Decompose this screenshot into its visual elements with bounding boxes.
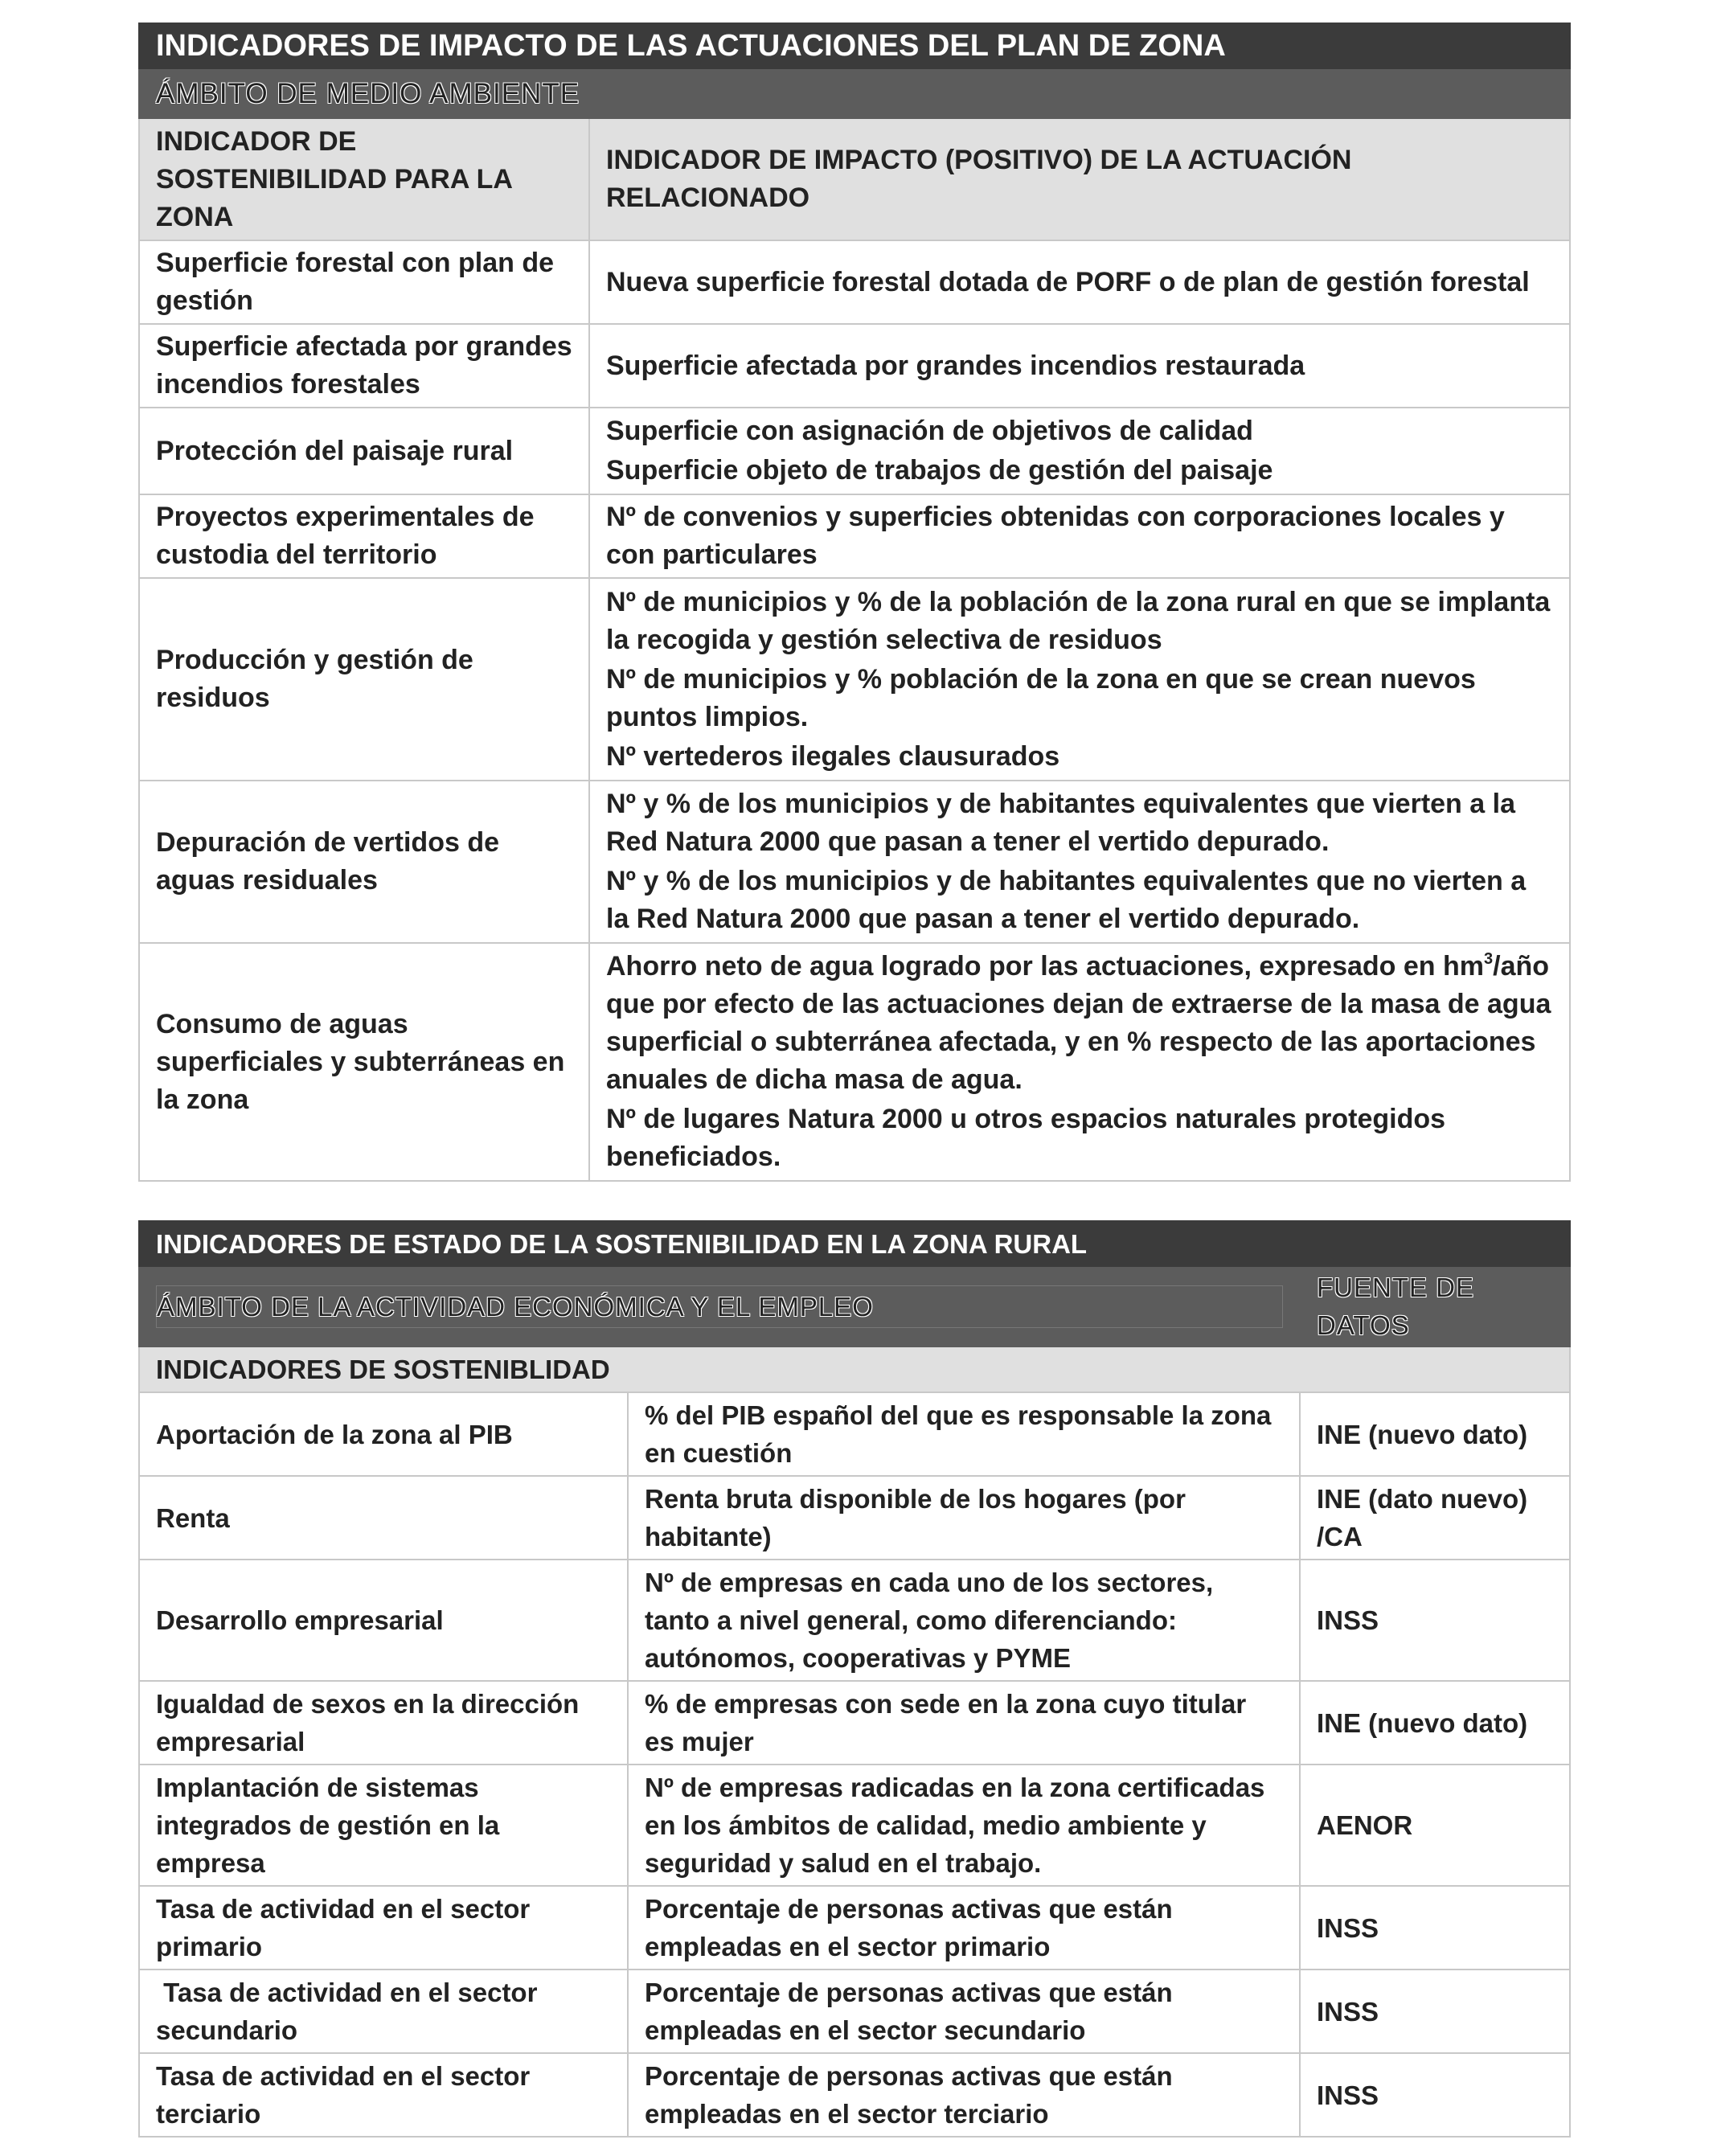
indicator-cell: Protección del paisaje rural	[139, 408, 589, 494]
indicator-cell: Tasa de actividad en el sector terciario	[139, 2053, 628, 2137]
impact-cell	[589, 781, 1570, 943]
table-row	[139, 2053, 1570, 2137]
indicator-cell: Consumo de aguas superficiales y subterráneas en la zona	[139, 943, 589, 1181]
table-row	[139, 578, 1570, 781]
source-cell: INSS	[1300, 1886, 1570, 1970]
description-cell: Nº de empresas en cada uno de los sectores, tanto a nivel general, como diferenciando: autónomos, cooperativas y PYME	[628, 1560, 1300, 1681]
source-cell: AENOR	[1300, 1765, 1570, 1886]
sustainability-status-table	[138, 1220, 1571, 2138]
table-title-row	[139, 1221, 1570, 1266]
table-row	[139, 1560, 1570, 1681]
source-cell: INE (nuevo dato)	[1300, 1392, 1570, 1476]
indicator-cell: Renta	[139, 1476, 628, 1560]
indicator-cell: Implantación de sistemas integrados de gestión en la empresa	[139, 1765, 628, 1886]
col1-header: INDICADOR DE SOSTENIBILIDAD PARA LA ZONA	[139, 118, 589, 240]
table-row	[139, 408, 1570, 494]
table-row	[139, 1681, 1570, 1765]
indicator-cell: Desarrollo empresarial	[139, 1560, 628, 1681]
impact-line: Nº de convenios y superficies obtenidas con corporaciones locales y con particulares	[606, 502, 1505, 570]
indicator-cell: Aportación de la zona al PIB	[139, 1392, 628, 1476]
table-row	[139, 1970, 1570, 2053]
impact-table-title: INDICADORES DE IMPACTO DE LAS ACTUACIONES DEL PLAN DE ZONA	[139, 23, 1570, 68]
impact-line: Nº y % de los municipios y de habitantes equivalentes que vierten a la Red Natura 2000 que pasan a tener el vertido depurado.	[606, 789, 1515, 857]
source-cell: INSS	[1300, 2053, 1570, 2137]
description-cell: % de empresas con sede en la zona cuyo titular es mujer	[628, 1681, 1300, 1765]
table-header-row	[139, 118, 1570, 240]
impact-line: Nueva superficie forestal dotada de PORF o de plan de gestión forestal	[606, 266, 1530, 297]
impact-indicators-table	[138, 23, 1571, 1182]
impact-line: Superficie objeto de trabajos de gestión del paisaje	[606, 455, 1273, 486]
impact-line: Nº de municipios y % población de la zona en que se crean nuevos puntos limpios.	[606, 663, 1476, 732]
impact-line: Nº de lugares Natura 2000 u otros espacios naturales protegidos beneficiados.	[606, 1104, 1446, 1172]
indicator-cell: Proyectos experimentales de custodia del territorio	[139, 494, 589, 578]
table-row	[139, 494, 1570, 578]
indicator-cell: Superficie afectada por grandes incendios forestales	[139, 324, 589, 408]
impact-line: Superficie con asignación de objetivos de calidad	[606, 416, 1253, 446]
source-cell: INE (nuevo dato)	[1300, 1681, 1570, 1765]
water-savings-text-cont: /año que por efecto de las actuaciones dejan de extraerse de la masa de agua superficial o subterránea afectada, y en % respecto de las aportaciones anuales de dicha masa de agua.	[606, 951, 1551, 1095]
impact-cell	[589, 578, 1570, 781]
impact-cell	[589, 943, 1570, 1181]
impact-cell	[589, 324, 1570, 408]
status-scope-label: ÁMBITO DE LA ACTIVIDAD ECONÓMICA Y EL EMPLEO	[156, 1285, 1283, 1328]
indicator-cell: Producción y gestión de residuos	[139, 578, 589, 781]
impact-scope-label: ÁMBITO DE MEDIO AMBIENTE	[139, 68, 1570, 118]
description-cell: Porcentaje de personas activas que están empleadas en el sector terciario	[628, 2053, 1300, 2137]
table-row	[139, 324, 1570, 408]
impact-line	[606, 948, 1553, 1099]
description-cell: Renta bruta disponible de los hogares (por habitante)	[628, 1476, 1300, 1560]
indicator-cell: Igualdad de sexos en la dirección empresarial	[139, 1681, 628, 1765]
impact-line: Nº de municipios y % de la población de la zona rural en que se implanta la recogida y gestión selectiva de residuos	[606, 586, 1551, 655]
table-title-row	[139, 23, 1570, 68]
table-row	[139, 1886, 1570, 1970]
status-scope-cell	[139, 1266, 1300, 1346]
table-row	[139, 240, 1570, 324]
table-row	[139, 943, 1570, 1181]
indicator-cell: Tasa de actividad en el sector secundario	[139, 1970, 628, 2053]
source-header: FUENTE DE DATOS	[1300, 1266, 1570, 1346]
description-cell: Nº de empresas radicadas en la zona certificadas en los ámbitos de calidad, medio ambiente y seguridad y salud en el trabajo.	[628, 1765, 1300, 1886]
impact-cell	[589, 494, 1570, 578]
table-row	[139, 1765, 1570, 1886]
source-cell: INSS	[1300, 1970, 1570, 2053]
table-scope-row	[139, 1266, 1570, 1346]
impact-line: Nº vertederos ilegales clausurados	[606, 740, 1060, 772]
impact-line: Nº y % de los municipios y de habitantes equivalentes que no vierten a la Red Natura 2000 que pasan a tener el vertido depurado.	[606, 866, 1527, 934]
description-cell: Porcentaje de personas activas que están empleadas en el sector secundario	[628, 1970, 1300, 2053]
superscript-3: 3	[1484, 950, 1494, 968]
section-header: INDICADORES DE SOSTENIBLIDAD	[139, 1346, 1570, 1392]
table-scope-row	[139, 68, 1570, 118]
source-cell: INSS	[1300, 1560, 1570, 1681]
table-row	[139, 1392, 1570, 1476]
impact-cell	[589, 240, 1570, 324]
water-savings-text: Ahorro neto de agua logrado por las actuaciones, expresado en hm	[606, 951, 1485, 982]
table-row	[139, 1476, 1570, 1560]
table-row	[139, 781, 1570, 943]
impact-line: Superficie afectada por grandes incendios restaurada	[606, 350, 1305, 381]
indicator-cell: Superficie forestal con plan de gestión	[139, 240, 589, 324]
indicator-cell: Depuración de vertidos de aguas residuales	[139, 781, 589, 943]
status-table-title: INDICADORES DE ESTADO DE LA SOSTENIBILIDAD EN LA ZONA RURAL	[139, 1221, 1570, 1266]
description-cell: % del PIB español del que es responsable la zona en cuestión	[628, 1392, 1300, 1476]
impact-cell	[589, 408, 1570, 494]
source-cell: INE (dato nuevo) /CA	[1300, 1476, 1570, 1560]
description-cell: Porcentaje de personas activas que están empleadas en el sector primario	[628, 1886, 1300, 1970]
col2-header: INDICADOR DE IMPACTO (POSITIVO) DE LA ACTUACIÓN RELACIONADO	[589, 118, 1570, 240]
indicator-cell: Tasa de actividad en el sector primario	[139, 1886, 628, 1970]
section-header-row	[139, 1346, 1570, 1392]
